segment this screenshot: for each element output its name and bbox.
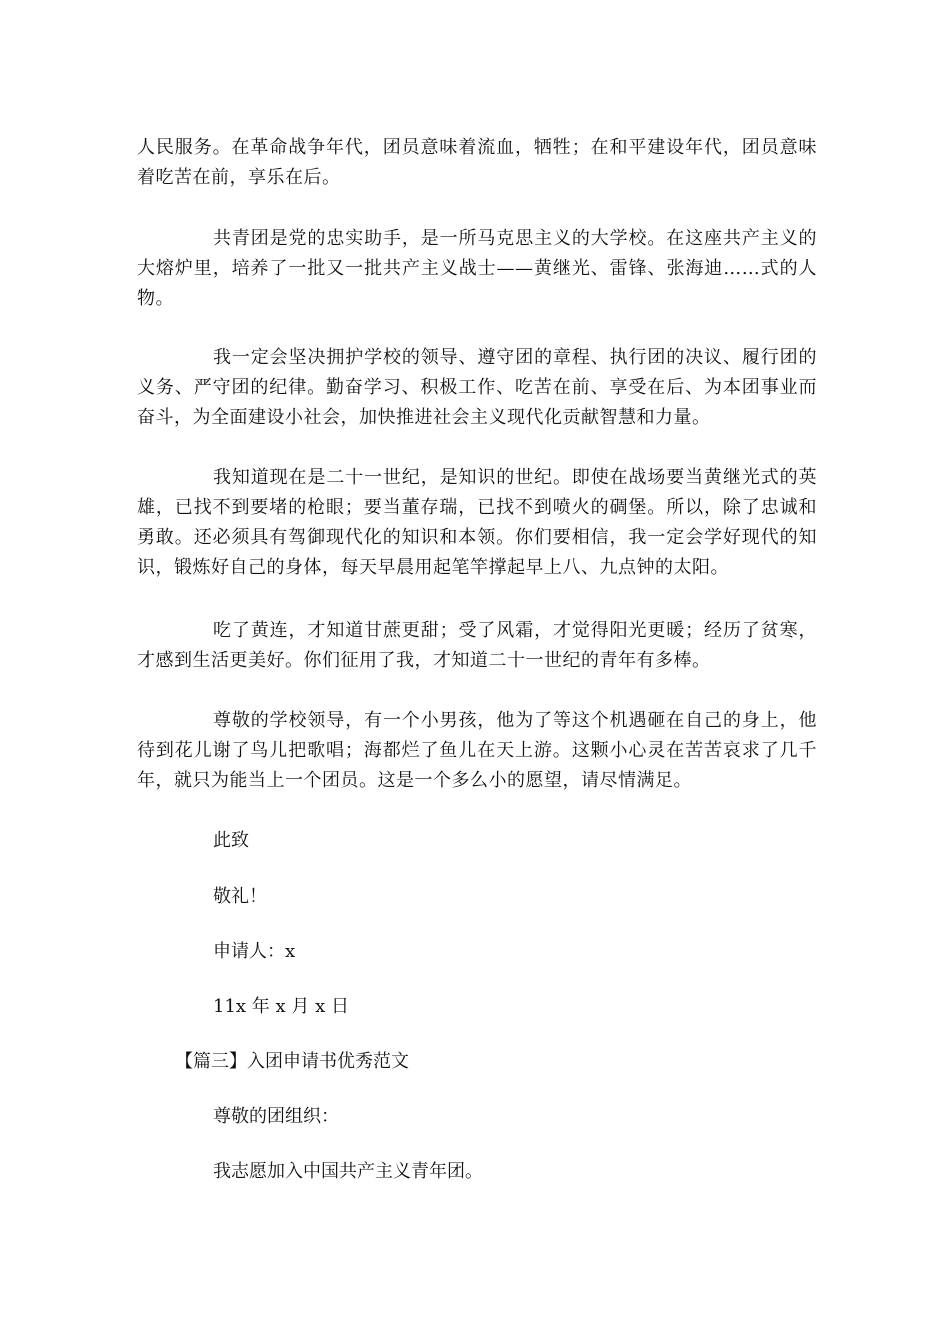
section-heading: 【篇三】入团申请书优秀范文 — [175, 1051, 409, 1072]
applicant-line: 申请人：x — [213, 941, 296, 962]
opening-line: 我志愿加入中国共产主义青年团。 — [213, 1161, 483, 1182]
greeting-line: 尊敬的团组织： — [213, 1106, 339, 1127]
paragraph-4: 我知道现在是二十一世纪，是知识的世纪。即使在战场要当黄继光式的英雄，已找不到要堵的枪眼；要当董存瑞，已找不到喷火的碉堡。所以，除了忠诚和勇敢。还必须具有驾御现代化的知识和本领。你们要相信，我一定会学好现代的知识，锻炼好自己的身体，每天早晨用起笔竿撑起早上八、九点钟的太阳。 — [137, 467, 817, 578]
salute-line: 敬礼！ — [213, 886, 267, 907]
paragraph-5: 吃了黄连，才知道甘蔗更甜；受了风霜，才觉得阳光更暖；经历了贫寒，才感到生活更美好。你们征用了我，才知道二十一世纪的青年有多棒。 — [137, 620, 817, 671]
date-line: 11x 年 x 月 x 日 — [213, 996, 349, 1017]
closing-line: 此致 — [213, 830, 249, 851]
paragraph-1: 人民服务。在革命战争年代，团员意味着流血，牺牲；在和平建设年代，团员意味着吃苦在前，享乐在后。 — [137, 137, 817, 188]
paragraph-6: 尊敬的学校领导，有一个小男孩，他为了等这个机遇砸在自己的身上，他待到花儿谢了鸟儿把歌唱；海都烂了鱼儿在天上游。这颗小心灵在苦苦哀求了几千年，就只为能当上一个团员。这是一个多么小的愿望，请尽情满足。 — [137, 710, 817, 791]
paragraph-3: 我一定会坚决拥护学校的领导、遵守团的章程、执行团的决议、履行团的义务、严守团的纪律。勤奋学习、积极工作、吃苦在前、享受在后、为本团事业而奋斗，为全面建设小社会，加快推进社会主义现代化贡献智慧和力量。 — [137, 347, 817, 428]
paragraph-2: 共青团是党的忠实助手，是一所马克思主义的大学校。在这座共产主义的大熔炉里，培养了一批又一批共产主义战士——黄继光、雷锋、张海迪……式的人物。 — [137, 228, 817, 309]
